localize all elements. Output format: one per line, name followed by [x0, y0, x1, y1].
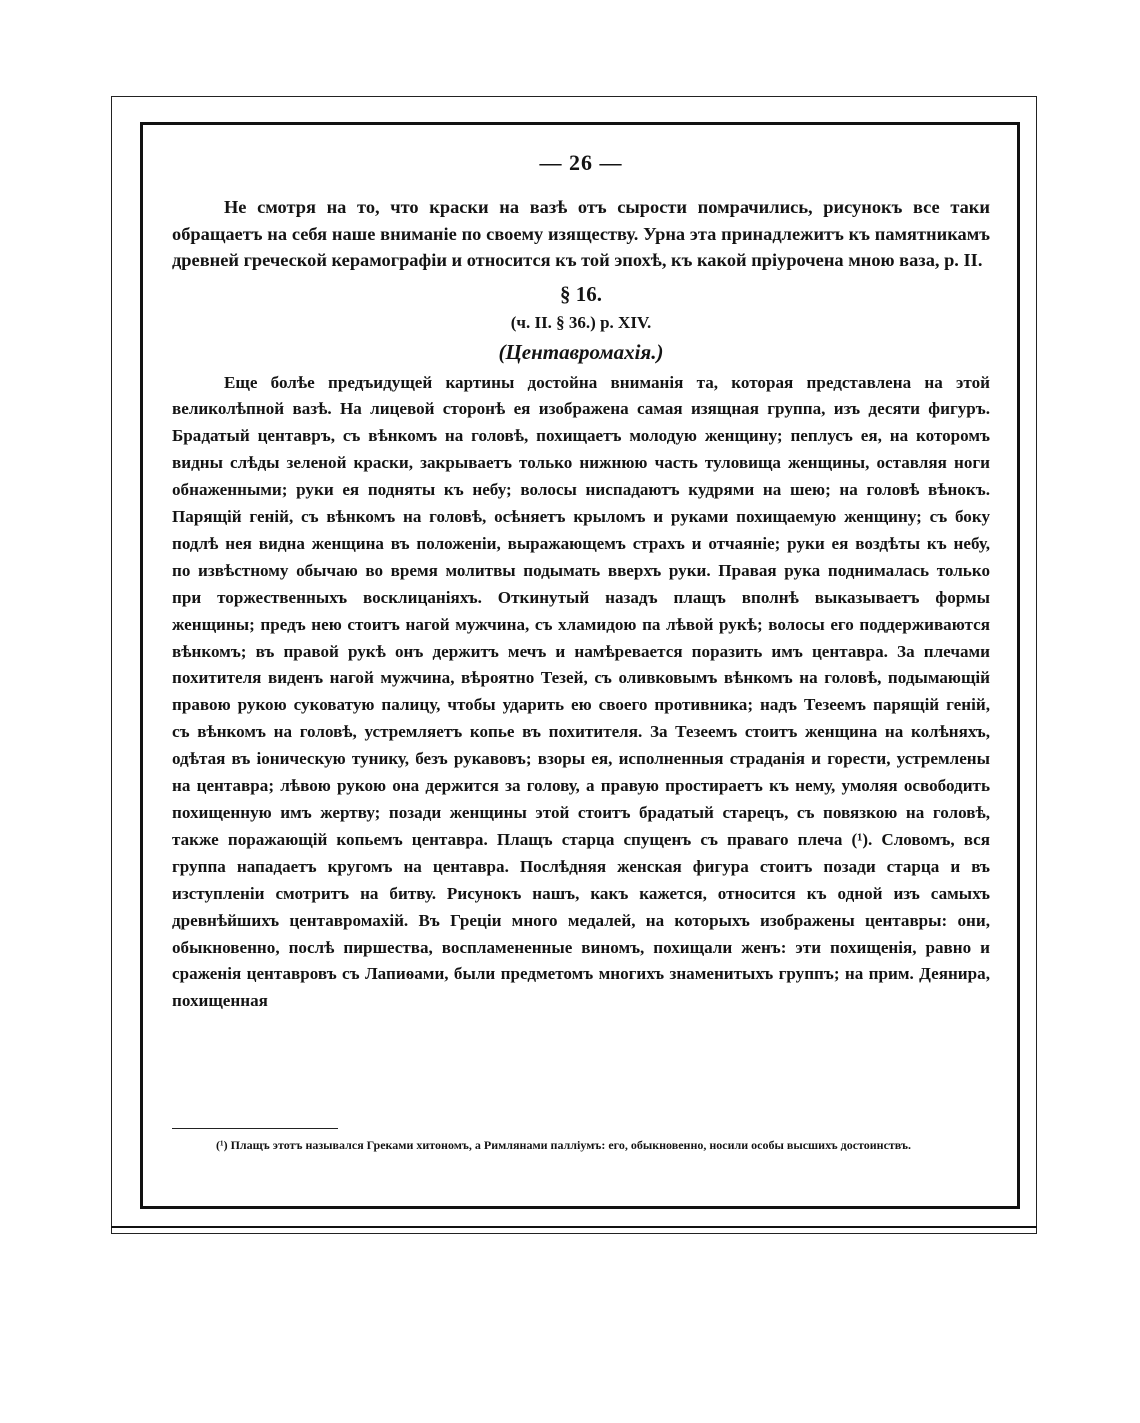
section-reference: (ч. II. § 36.) р. XIV. — [510, 312, 652, 332]
footnote-rule — [172, 1128, 338, 1129]
page-content — [172, 146, 990, 1015]
section-heading: § 16. — [560, 281, 602, 306]
section-title: (Центавромахія.) — [498, 339, 664, 364]
page-number: — 26 — — [539, 150, 623, 175]
footnote: (¹) Плащъ этотъ назывался Греками хитономъ, а Римлянами палліумъ: его, обыкновенно, носили особы высшихъ достоинствъ. — [216, 1138, 911, 1152]
frame-bottom-rule — [111, 1226, 1037, 1228]
intro-paragraph: Не смотря на то, что краски на вазѣ отъ сырости помрачились, рисунокъ все таки обращаетъ на себя наше вниманіе по своему изяществу. Урна эта принадлежитъ къ памятникамъ древней греческой керамографіи и относится къ той эпохѣ, къ какой пріурочена мною ваза, р. II. — [172, 197, 990, 270]
body-paragraph: Еще болѣе предъидущей картины достойна вниманія та, которая представлена на этой великолѣпной вазѣ. На лицевой сторонѣ ея изображена самая изящная группа, изъ десяти фигуръ. Брадатый центавръ, съ вѣнкомъ на головѣ, похищаетъ молодую женщину; пеплусъ ея, на которомъ видны слѣды зеленой краски, закрываетъ только нижнюю часть туловища женщины, оставляя ноги обнаженными; руки ея подняты къ небу; волосы ниспадаютъ кудрями на шею; на головѣ вѣнокъ. Парящій геній, съ вѣнкомъ на головѣ, осѣняетъ крыломъ и руками похищаемую женщину; съ боку подлѣ нея видна женщина въ положеніи, выражающемъ страхъ и отчаяніе; руки ея воздѣты къ небу, по извѣстному обычаю во время молитвы подымать вверхъ руки. Правая рука поднималась только при торжественныхъ восклицаніяхъ. Откинутый назадъ плащъ вполнѣ выказываетъ формы женщины; предъ нею стоитъ нагой мужчина, съ хламидою па лѣвой рукѣ; волосы его поддерживаются вѣнкомъ; въ правой рукѣ онъ держитъ мечъ и намѣревается поразить имъ центавра. За плечами похитителя виденъ нагой мужчина, вѣроятно Тезей, съ оливковымъ вѣнкомъ на головѣ, подымающій правою рукою суковатую палицу, чтобы ударить ею своего противника; надъ Тезеемъ парящій геній, съ вѣнкомъ на головѣ, устремляетъ копье въ похитителя. За Тезеемъ стоитъ женщина на колѣняхъ, одѣтая въ іоническую тунику, безъ рукавовъ; взоры ея, исполненныя страданія и горести, устремлены на центавра; лѣвою рукою она держится за голову, а правую простираетъ къ нему, умоляя освободить похищенную имъ жертву; позади женщины этой стоитъ брадатый старецъ, съ повязкою на головѣ, также поражающій копьемъ центавра. Плащъ старца спущенъ съ праваго плеча (¹). Словомъ, вся группа нападаетъ кругомъ на центавра. Послѣдняя женская фигура стоитъ позади старца и въ изступленіи смотритъ на битву. Рисунокъ нашъ, какъ кажется, относится къ одной изъ самыхъ древнѣйшихъ центавромахій. Въ Греціи много медалей, на которыхъ изображены центавры: они, обыкновенно, послѣ пиршества, воспламененные виномъ, похищали женъ: эти похищенія, равно и сраженія центавровъ съ Лапиѳами, были предметомъ многихъ знаменитыхъ группъ; на прим. Деянира, похищенная — [172, 372, 990, 1011]
